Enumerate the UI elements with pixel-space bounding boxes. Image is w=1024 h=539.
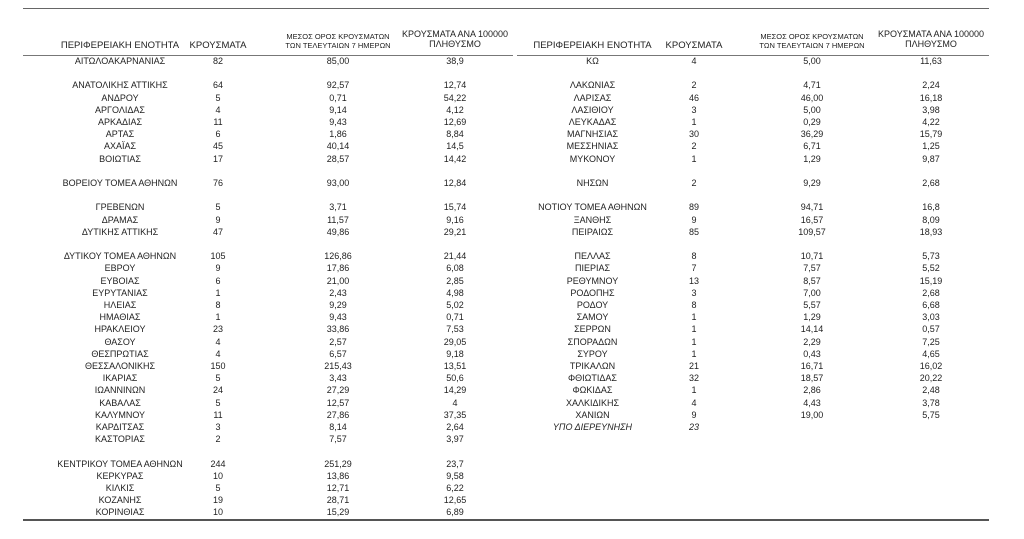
left-cell-cases: 76 (212, 178, 223, 188)
left-cell-avg: 9,43 (329, 312, 347, 323)
left-cell-cases: 4 (215, 348, 221, 359)
right-table-row (0, 287, 1024, 299)
left-cell-per100k: 13,51 (443, 361, 467, 371)
left-cell-per100k: 29,21 (443, 226, 467, 237)
left-cell-avg: 251,29 (324, 458, 352, 469)
right-cell-avg: 2,86 (803, 385, 821, 396)
right-cell-region: ΜΑΓΝΗΣΙΑΣ (566, 129, 619, 140)
right-cell-cases: 13 (688, 275, 699, 286)
left-cell-avg: 3,71 (329, 202, 347, 213)
left-cell-per100k: 21,44 (443, 251, 467, 262)
right-cell-cases: 85 (688, 226, 699, 237)
left-cell-cases: 19 (212, 495, 223, 506)
left-cell-region: ΑΡΤΑΣ (105, 129, 135, 140)
left-cell-avg: 3,43 (329, 373, 347, 384)
left-cell-region: ΘΕΣΠΡΩΤΙΑΣ (91, 348, 149, 359)
left-cell-region: ΔΥΤΙΚΗΣ ΑΤΤΙΚΗΣ (81, 226, 159, 237)
right-table-row (0, 397, 1024, 409)
left-cell-avg: 126,86 (324, 251, 352, 262)
right-cell-cases: 9 (691, 409, 697, 420)
left-cell-avg: 13,86 (326, 470, 350, 481)
left-cell-region: ΚΕΝΤΡΙΚΟΥ ΤΟΜΕΑ ΑΘΗΝΩΝ (57, 458, 183, 469)
left-cell-cases: 11 (213, 117, 223, 127)
right-table-row (0, 79, 1024, 91)
left-cell-region: ΚΑΡΔΙΤΣΑΣ (95, 422, 145, 432)
left-cell-per100k: 14,29 (443, 385, 467, 396)
right-cell-avg: 2,29 (803, 336, 821, 347)
right-cell-cases: 1 (691, 336, 697, 347)
right-table-row (0, 336, 1024, 348)
right-cell-region: ΛΑΡΙΣΑΣ (573, 92, 612, 103)
left-cell-cases: 10 (212, 470, 223, 481)
right-cell-cases: 1 (691, 117, 697, 127)
right-cell-cases: 89 (688, 202, 699, 213)
left-cell-avg: 12,57 (326, 397, 350, 408)
left-cell-per100k: 3,97 (446, 434, 464, 445)
right-cell-cases: 1 (691, 385, 697, 396)
right-header-cases: ΚΡΟΥΣΜΑΤΑ (665, 40, 723, 51)
right-cell-region: ΠΕΙΡΑΙΩΣ (571, 226, 614, 237)
right-cell-per100k: 16,02 (919, 361, 943, 371)
left-cell-region: ΘΑΣΟΥ (104, 336, 136, 347)
left-header-region: ΠΕΡΙΦΕΡΕΙΑΚΗ ΕΝΟΤΗΤΑ (60, 40, 180, 51)
left-header-avg-line2: ΤΩΝ ΤΕΛΕΥΤΑΙΩΝ 7 ΗΜΕΡΩΝ (285, 41, 391, 50)
right-table-row (0, 92, 1024, 104)
right-cell-region: ΣΠΟΡΑΔΩΝ (567, 336, 618, 347)
left-cell-avg: 33,86 (326, 324, 350, 335)
right-cell-avg: 5,57 (803, 300, 821, 310)
right-cell-per100k: 2,24 (922, 80, 940, 91)
left-cell-region: ΚΟΡΙΝΘΙΑΣ (95, 507, 145, 518)
right-cell-per100k: 11,63 (920, 56, 942, 66)
left-cell-avg: 49,86 (326, 226, 350, 237)
right-header-avg (742, 32, 882, 50)
left-cell-region: ΓΡΕΒΕΝΩΝ (95, 202, 145, 213)
left-cell-cases: 64 (212, 80, 223, 91)
right-cell-region: ΤΡΙΚΑΛΩΝ (569, 361, 616, 371)
left-cell-region: ΚΑΣΤΟΡΙΑΣ (95, 434, 145, 445)
left-cell-region: ΒΟΡΕΙΟΥ ΤΟΜΕΑ ΑΘΗΝΩΝ (62, 178, 178, 188)
left-cell-cases: 47 (212, 226, 223, 237)
left-cell-cases: 10 (212, 507, 223, 518)
right-cell-per100k: 8,09 (922, 214, 940, 225)
right-cell-avg: 46,00 (800, 92, 824, 103)
right-cell-cases: 23 (688, 422, 699, 432)
right-cell-avg: 4,71 (803, 80, 821, 91)
right-table-row (0, 384, 1024, 396)
left-cell-per100k: 4 (452, 397, 458, 408)
right-header-avg-line1: ΜΕΣΟΣ ΟΡΟΣ ΚΡΟΥΣΜΑΤΩΝ (760, 32, 864, 41)
right-cell-per100k: 6,68 (922, 300, 940, 310)
left-cell-cases: 1 (215, 312, 221, 323)
left-cell-avg: 0,71 (329, 92, 347, 103)
left-cell-cases: 2 (215, 434, 221, 445)
right-table-row (0, 140, 1024, 152)
right-cell-cases: 8 (691, 251, 697, 262)
left-cell-per100k: 8,84 (446, 129, 464, 140)
left-cell-per100k: 9,16 (446, 214, 464, 225)
left-cell-cases: 5 (215, 202, 221, 213)
left-cell-cases: 82 (212, 56, 223, 66)
left-cell-cases: 5 (215, 483, 221, 493)
right-cell-per100k: 2,68 (922, 178, 940, 188)
right-cell-avg: 0,29 (803, 117, 821, 127)
right-cell-cases: 1 (691, 324, 697, 335)
right-cell-region: ΥΠΟ ΔΙΕΡΕΥΝΗΣΗ (552, 422, 633, 432)
left-cell-cases: 5 (215, 92, 221, 103)
left-cell-per100k: 6,89 (446, 507, 464, 518)
right-cell-cases: 30 (688, 129, 699, 140)
left-cell-avg: 17,86 (326, 263, 350, 274)
left-cell-avg: 2,57 (329, 336, 347, 347)
right-cell-per100k: 3,03 (922, 312, 940, 323)
right-cell-cases: 4 (691, 397, 697, 408)
right-cell-region: ΧΑΝΙΩΝ (575, 409, 610, 420)
left-cell-avg: 2,43 (329, 287, 347, 298)
right-cell-cases: 21 (688, 361, 699, 371)
left-cell-avg: 92,57 (326, 80, 350, 91)
right-cell-region: ΣΥΡΟΥ (577, 348, 608, 359)
left-cell-cases: 8 (215, 300, 221, 310)
left-cell-per100k: 14,42 (443, 153, 467, 164)
right-cell-region: ΝΟΤΙΟΥ ΤΟΜΕΑ ΑΘΗΝΩΝ (538, 202, 647, 213)
right-header-avg-line2: ΤΩΝ ΤΕΛΕΥΤΑΙΩΝ 7 ΗΜΕΡΩΝ (759, 41, 865, 50)
left-cell-cases: 4 (215, 336, 221, 347)
right-cell-region: ΦΘΙΩΤΙΔΑΣ (568, 373, 617, 384)
right-header-region: ΠΕΡΙΦΕΡΕΙΑΚΗ ΕΝΟΤΗΤΑ (533, 40, 652, 51)
left-header-per100k-line2: ΠΛΗΘΥΣΜΟ (429, 39, 481, 49)
right-cell-region: ΛΑΚΩΝΙΑΣ (569, 80, 616, 91)
right-header-per100k (866, 29, 996, 49)
left-table-row (0, 458, 1024, 470)
right-table-row (0, 201, 1024, 213)
right-cell-per100k: 2,48 (922, 385, 940, 396)
left-cell-cases: 17 (212, 153, 223, 164)
right-cell-avg: 7,00 (803, 287, 821, 298)
left-cell-per100k: 5,02 (446, 300, 464, 310)
right-cell-per100k: 5,75 (922, 409, 940, 420)
left-cell-per100k: 4,98 (446, 287, 464, 298)
left-cell-per100k: 14,5 (446, 141, 464, 152)
right-cell-region: ΠΕΛΛΑΣ (574, 251, 611, 262)
right-cell-cases: 2 (691, 178, 697, 188)
right-header-per100k-line1: ΚΡΟΥΣΜΑΤΑ ΑΝΑ 100000 (878, 29, 984, 39)
right-table-row (0, 421, 1024, 433)
left-header-avg-line1: ΜΕΣΟΣ ΟΡΟΣ ΚΡΟΥΣΜΑΤΩΝ (286, 32, 390, 41)
right-table-row (0, 275, 1024, 287)
left-cell-per100k: 0,71 (446, 312, 464, 323)
right-cell-avg: 19,00 (800, 409, 824, 420)
top-rule (23, 8, 989, 9)
right-cell-per100k: 7,25 (922, 336, 940, 347)
right-table-row (0, 372, 1024, 384)
left-cell-cases: 23 (212, 324, 223, 335)
right-cell-avg: 1,29 (803, 312, 821, 323)
left-table-row (0, 433, 1024, 445)
right-table-row (0, 250, 1024, 262)
left-cell-region: ΕΥΒΟΙΑΣ (100, 275, 140, 286)
left-cell-cases: 9 (215, 214, 221, 225)
left-cell-avg: 28,71 (326, 495, 350, 506)
right-cell-cases: 8 (691, 300, 697, 310)
right-cell-per100k: 16,18 (919, 92, 943, 103)
left-cell-per100k: 6,22 (446, 483, 464, 493)
left-cell-region: ΑΝΔΡΟΥ (101, 92, 139, 103)
left-cell-cases: 3 (215, 422, 221, 432)
left-table-row (0, 470, 1024, 482)
left-header-per100k (390, 29, 520, 49)
left-cell-per100k: 38,9 (446, 56, 464, 66)
right-table-row (0, 360, 1024, 372)
right-table-row (0, 262, 1024, 274)
left-header-cases: ΚΡΟΥΣΜΑΤΑ (189, 40, 247, 51)
left-cell-region: ΙΚΑΡΙΑΣ (102, 373, 138, 384)
right-cell-avg: 1,29 (803, 153, 821, 164)
right-cell-avg: 14,14 (800, 324, 824, 335)
right-cell-per100k: 5,52 (922, 263, 940, 274)
right-cell-per100k: 2,68 (922, 287, 940, 298)
right-table-row (0, 323, 1024, 335)
right-cell-per100k: 3,78 (922, 397, 940, 408)
left-header-avg (268, 32, 408, 50)
left-cell-avg: 27,29 (326, 385, 350, 396)
right-cell-avg: 5,00 (803, 104, 821, 115)
left-cell-cases: 6 (215, 129, 221, 140)
left-cell-avg: 8,14 (329, 422, 347, 432)
left-cell-per100k: 29,05 (443, 336, 467, 347)
left-cell-region: ΔΥΤΙΚΟΥ ΤΟΜΕΑ ΑΘΗΝΩΝ (63, 251, 177, 262)
left-cell-cases: 9 (215, 263, 221, 274)
left-cell-avg: 7,57 (329, 434, 347, 445)
left-cell-avg: 40,14 (326, 141, 350, 152)
left-cell-avg: 6,57 (329, 348, 347, 359)
right-cell-region: ΡΟΔΟΠΗΣ (570, 287, 615, 298)
right-cell-per100k: 15,79 (919, 129, 943, 140)
left-cell-avg: 11,57 (327, 214, 349, 225)
right-table-row (0, 55, 1024, 67)
left-cell-region: ΚΑΛΥΜΝΟΥ (94, 409, 146, 420)
left-cell-avg: 9,29 (329, 300, 347, 310)
right-cell-cases: 32 (688, 373, 699, 384)
right-cell-region: ΡΟΔΟΥ (576, 300, 609, 310)
right-cell-avg: 7,57 (803, 263, 821, 274)
right-cell-cases: 1 (691, 348, 697, 359)
right-cell-per100k: 4,22 (922, 117, 940, 127)
right-table-row (0, 116, 1024, 128)
left-cell-per100k: 23,7 (446, 458, 464, 469)
right-cell-region: ΧΑΛΚΙΔΙΚΗΣ (565, 397, 620, 408)
left-cell-cases: 24 (212, 385, 223, 396)
left-cell-region: ΑΡΚΑΔΙΑΣ (97, 117, 143, 127)
right-cell-region: ΣΑΜΟΥ (576, 312, 609, 323)
left-cell-cases: 105 (210, 251, 226, 262)
right-cell-avg: 5,00 (803, 56, 821, 66)
right-cell-cases: 7 (691, 263, 697, 274)
left-cell-cases: 11 (213, 409, 223, 420)
right-cell-region: ΝΗΣΩΝ (576, 178, 609, 188)
left-cell-per100k: 12,74 (443, 80, 467, 91)
right-cell-region: ΣΕΡΡΩΝ (574, 324, 611, 335)
right-cell-cases: 46 (688, 92, 699, 103)
left-cell-cases: 5 (215, 373, 221, 384)
left-table-row (0, 482, 1024, 494)
left-cell-region: ΚΑΒΑΛΑΣ (99, 397, 141, 408)
left-cell-avg: 21,00 (326, 275, 350, 286)
right-cell-region: ΜΥΚΟΝΟΥ (569, 153, 616, 164)
right-table-row (0, 214, 1024, 226)
right-table-row (0, 299, 1024, 311)
left-cell-region: ΗΛΕΙΑΣ (103, 300, 137, 310)
left-table-row (0, 506, 1024, 518)
right-cell-avg: 9,29 (803, 178, 821, 188)
left-cell-region: ΚΟΖΑΝΗΣ (98, 495, 142, 506)
right-table-row (0, 128, 1024, 140)
right-cell-region: ΚΩ (586, 56, 599, 66)
left-cell-region: ΔΡΑΜΑΣ (101, 214, 139, 225)
left-cell-avg: 15,29 (326, 507, 350, 518)
left-cell-cases: 4 (215, 104, 221, 115)
left-cell-avg: 9,14 (329, 104, 347, 115)
left-cell-per100k: 50,6 (446, 373, 464, 384)
left-cell-region: ΑΙΤΩΛΟΑΚΑΡΝΑΝΙΑΣ (74, 56, 166, 66)
left-cell-cases: 5 (215, 397, 221, 408)
left-cell-cases: 244 (210, 458, 226, 469)
right-cell-cases: 1 (691, 153, 697, 164)
left-cell-cases: 45 (212, 141, 223, 152)
right-cell-avg: 8,57 (803, 275, 821, 286)
right-cell-avg: 4,43 (803, 397, 821, 408)
right-table-row (0, 104, 1024, 116)
right-cell-cases: 2 (691, 80, 697, 91)
left-cell-per100k: 7,53 (446, 324, 464, 335)
right-cell-per100k: 18,93 (919, 226, 943, 237)
left-cell-cases: 1 (215, 287, 221, 298)
right-cell-avg: 16,57 (800, 214, 824, 225)
left-cell-region: ΙΩΑΝΝΙΝΩΝ (94, 385, 146, 396)
right-table-row (0, 177, 1024, 189)
left-cell-per100k: 54,22 (443, 92, 467, 103)
right-cell-cases: 9 (691, 214, 697, 225)
right-cell-avg: 6,71 (803, 141, 821, 152)
left-cell-per100k: 9,18 (446, 348, 464, 359)
right-cell-per100k: 15,19 (919, 275, 943, 286)
left-cell-region: ΑΡΓΟΛΙΔΑΣ (95, 104, 145, 115)
right-cell-avg: 10,71 (800, 251, 824, 262)
left-cell-per100k: 12,84 (443, 178, 467, 188)
right-cell-per100k: 1,25 (922, 141, 940, 152)
left-cell-per100k: 12,69 (443, 117, 467, 127)
right-cell-avg: 94,71 (800, 202, 824, 213)
left-cell-per100k: 2,64 (446, 422, 464, 432)
right-cell-cases: 2 (691, 141, 697, 152)
right-cell-region: ΦΩΚΙΔΑΣ (572, 385, 613, 396)
left-cell-per100k: 9,58 (446, 470, 464, 481)
right-cell-cases: 1 (691, 312, 697, 323)
right-table-row (0, 348, 1024, 360)
left-cell-per100k: 15,74 (443, 202, 467, 213)
right-table-row (0, 311, 1024, 323)
right-cell-avg: 0,43 (803, 348, 821, 359)
right-cell-per100k: 16,8 (922, 202, 940, 213)
right-cell-avg: 18,57 (800, 373, 824, 384)
left-cell-cases: 6 (215, 275, 221, 286)
left-cell-region: ΘΕΣΣΑΛΟΝΙΚΗΣ (84, 361, 156, 371)
right-header-per100k-line2: ΠΛΗΘΥΣΜΟ (905, 39, 957, 49)
left-cell-avg: 27,86 (326, 409, 350, 420)
right-table-row (0, 153, 1024, 165)
right-cell-cases: 3 (691, 287, 697, 298)
left-cell-avg: 93,00 (326, 178, 350, 188)
right-cell-cases: 4 (691, 56, 697, 66)
left-cell-avg: 12,71 (326, 483, 350, 493)
right-cell-region: ΛΑΣΙΘΙΟΥ (571, 104, 614, 115)
left-cell-region: ΑΝΑΤΟΛΙΚΗΣ ΑΤΤΙΚΗΣ (72, 80, 168, 91)
left-cell-region: ΕΒΡΟΥ (104, 263, 136, 274)
left-cell-region: ΚΙΛΚΙΣ (105, 483, 135, 493)
left-cell-per100k: 2,85 (446, 275, 464, 286)
left-cell-avg: 28,57 (326, 153, 350, 164)
right-cell-region: ΠΙΕΡΙΑΣ (574, 263, 611, 274)
right-cell-avg: 36,29 (800, 129, 824, 140)
right-cell-per100k: 20,22 (919, 373, 943, 384)
right-cell-per100k: 5,73 (922, 251, 940, 262)
left-cell-region: ΕΥΡΥΤΑΝΙΑΣ (92, 287, 148, 298)
right-cell-region: ΛΕΥΚΑΔΑΣ (568, 117, 617, 127)
left-header-per100k-line1: ΚΡΟΥΣΜΑΤΑ ΑΝΑ 100000 (402, 29, 508, 39)
left-cell-region: ΗΜΑΘΙΑΣ (99, 312, 141, 323)
right-table-row (0, 409, 1024, 421)
left-cell-cases: 150 (210, 361, 226, 371)
left-cell-region: ΑΧΑΪΑΣ (103, 141, 137, 152)
left-cell-region: ΗΡΑΚΛΕΙΟΥ (94, 324, 146, 335)
bottom-rule (23, 519, 989, 521)
left-cell-per100k: 4,12 (446, 104, 464, 115)
left-cell-region: ΒΟΙΩΤΙΑΣ (99, 153, 141, 164)
left-cell-avg: 85,00 (326, 56, 350, 66)
right-cell-per100k: 9,87 (922, 153, 940, 164)
right-cell-region: ΞΑΝΘΗΣ (573, 214, 612, 225)
left-cell-per100k: 6,08 (446, 263, 464, 274)
right-cell-avg: 16,71 (800, 361, 824, 371)
left-cell-region: ΚΕΡΚΥΡΑΣ (96, 470, 144, 481)
left-table-row (0, 494, 1024, 506)
right-cell-region: ΡΕΘΥΜΝΟΥ (566, 275, 619, 286)
right-cell-per100k: 4,65 (922, 348, 940, 359)
right-cell-avg: 109,57 (798, 226, 826, 237)
left-cell-per100k: 37,35 (443, 409, 467, 420)
left-cell-avg: 215,43 (324, 361, 352, 371)
right-cell-region: ΜΕΣΣΗΝΙΑΣ (566, 141, 619, 152)
right-cell-per100k: 3,98 (922, 104, 940, 115)
left-cell-per100k: 12,65 (443, 495, 467, 506)
left-cell-avg: 1,86 (329, 129, 347, 140)
right-cell-cases: 3 (691, 104, 697, 115)
left-cell-avg: 9,43 (329, 117, 347, 127)
right-table-row (0, 226, 1024, 238)
right-cell-per100k: 0,57 (922, 324, 940, 335)
